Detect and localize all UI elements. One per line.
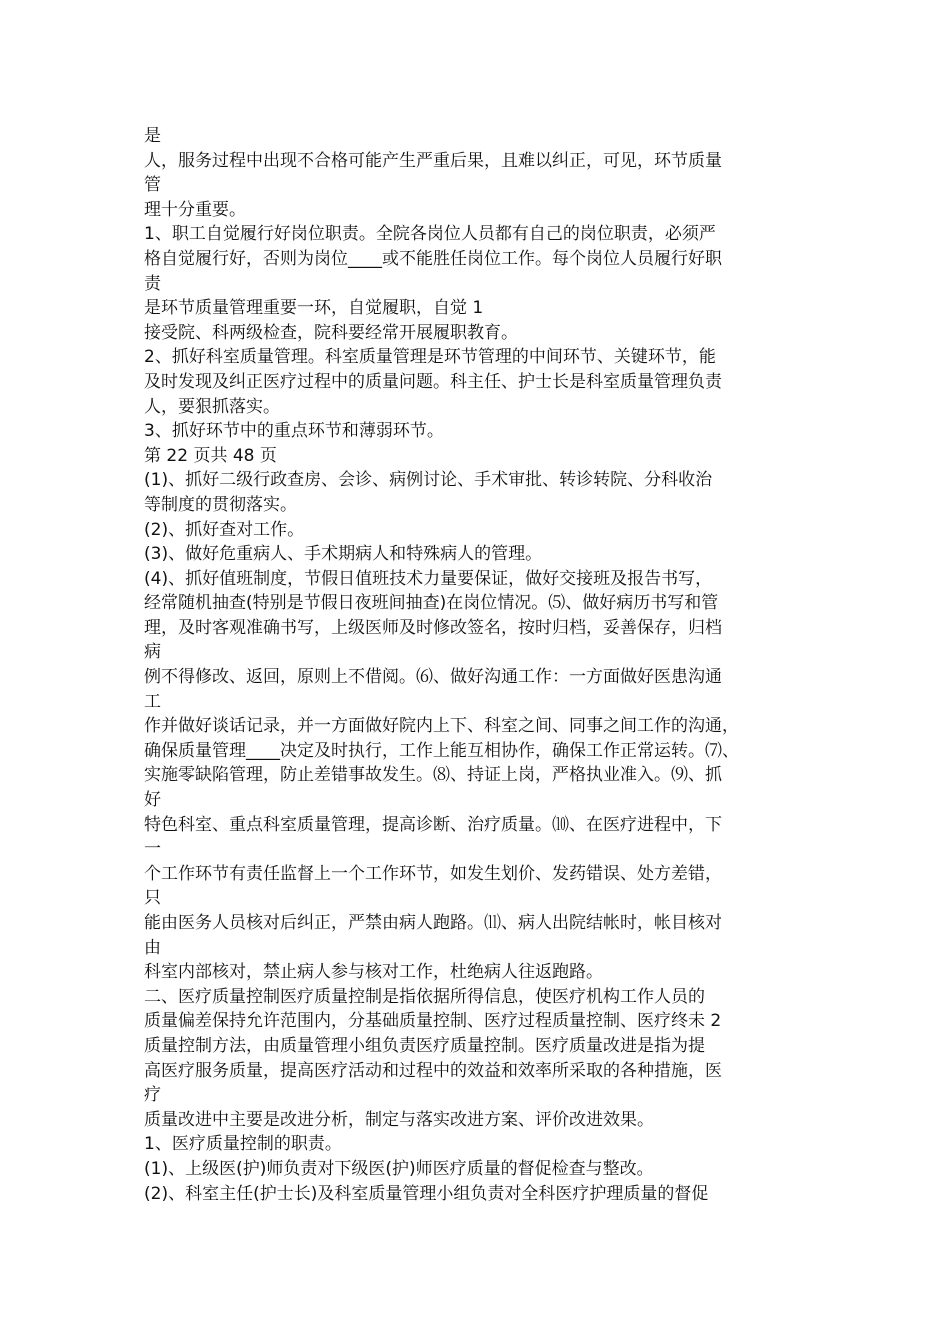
text-line: 高医疗服务质量，提高医疗活动和过程中的效益和效率所采取的各种措施，医 [144, 1060, 722, 1081]
text-line: 理十分重要。 [144, 199, 246, 220]
text-line: 经常随机抽查(特别是节假日夜班间抽查)在岗位情况。⑸、做好病历书写和管 [144, 593, 719, 614]
text-line: 人，要狠抓落实。 [144, 396, 280, 417]
text-line: 特色科室、重点科室质量管理，提高诊断、治疗质量。⑽、在医疗进程中，下 [144, 814, 722, 835]
text-line: (1)、抓好二级行政查房、会诊、病例讨论、手术审批、转诊转院、分科收治 [144, 470, 713, 491]
text-line: 工 [144, 691, 161, 712]
text-line: 及时发现及纠正医疗过程中的质量问题。科主任、护士长是科室质量管理负责 [144, 371, 722, 392]
text-line: 个工作环节有责任监督上一个工作环节，如发生划价、发药错误、处方差错， [144, 863, 722, 884]
text-line: (4)、抓好值班制度，节假日值班技术力量要保证，做好交接班及报告书写， [144, 568, 713, 589]
text-line: 格自觉履行好，否则为岗位____或不能胜任岗位工作。每个岗位人员履行好职 [144, 248, 722, 269]
text-line: 1、职工自觉履行好岗位职责。全院各岗位人员都有自己的岗位职责，必须严 [144, 224, 716, 245]
text-line: 是环节质量管理重要一环，自觉履职，自觉 1 [144, 298, 484, 319]
text-line: 理，及时客观准确书写，上级医师及时修改签名，按时归档，妥善保存，归档 [144, 617, 722, 638]
text-line: 实施零缺陷管理，防止差错事故发生。⑻、持证上岗，严格执业准入。⑼、抓 [144, 765, 722, 786]
text-line: 是 [144, 126, 161, 146]
text-line: (3)、做好危重病人、手术期病人和特殊病人的管理。 [144, 544, 543, 565]
text-line: 质量控制方法，由质量管理小组负责医疗质量控制。医疗质量改进是指为提 [144, 1035, 705, 1056]
text-line: 作并做好谈话记录，并一方面做好院内上下、科室之间、同事之间工作的沟通， [144, 716, 739, 737]
document-body [144, 124, 814, 1206]
text-line: 好 [144, 790, 161, 811]
text-line: 二、医疗质量控制医疗质量控制是指依据所得信息，使医疗机构工作人员的 [144, 986, 705, 1007]
text-line: 质量偏差保持允许范围内，分基础质量控制、医疗过程质量控制、医疗终未 2 [144, 1011, 722, 1032]
text-line: (1)、上级医(护)师负责对下级医(护)师医疗质量的督促检查与整改。 [144, 1158, 654, 1179]
text-line: (2)、抓好查对工作。 [144, 519, 305, 540]
text-line: 能由医务人员核对后纠正，严禁由病人跑路。⑾、病人出院结帐时，帐目核对 [144, 913, 722, 933]
text-line: 病 [144, 642, 161, 663]
text-line: 科室内部核对，禁止病人参与核对工作，杜绝病人往返跑路。 [144, 962, 603, 983]
text-line: 责 [144, 273, 161, 294]
text-line: 2、抓好科室质量管理。科室质量管理是环节管理的中间环节、关键环节，能 [144, 347, 716, 368]
text-line: 质量改进中主要是改进分析，制定与落实改进方案、评价改进效果。 [144, 1109, 654, 1130]
text-line: 疗 [144, 1085, 161, 1106]
text-line: 确保质量管理____决定及时执行，工作上能互相协作，确保工作正常运转。⑺、 [144, 740, 739, 761]
text-line: 例不得修改、返回，原则上不借阅。⑹、做好沟通工作：一方面做好医患沟通 [144, 667, 722, 688]
page-number-line: 第 22 页共 48 页 [144, 445, 277, 466]
text-line: 由 [144, 937, 161, 958]
text-line: 等制度的贯彻落实。 [144, 494, 297, 515]
text-line: 管 [144, 175, 161, 196]
text-line: 只 [144, 888, 161, 909]
text-line: 人，服务过程中出现不合格可能产生严重后果，且难以纠正，可见，环节质量 [144, 150, 722, 171]
text-line: (2)、科室主任(护士长)及科室质量管理小组负责对全科医疗护理质量的督促 [144, 1183, 709, 1204]
text-line: 一 [144, 839, 161, 860]
text-line: 3、抓好环节中的重点环节和薄弱环节。 [144, 421, 444, 442]
text-line: 接受院、科两级检查，院科要经常开展履职教育。 [144, 322, 518, 343]
text-line: 1、医疗质量控制的职责。 [144, 1134, 342, 1155]
